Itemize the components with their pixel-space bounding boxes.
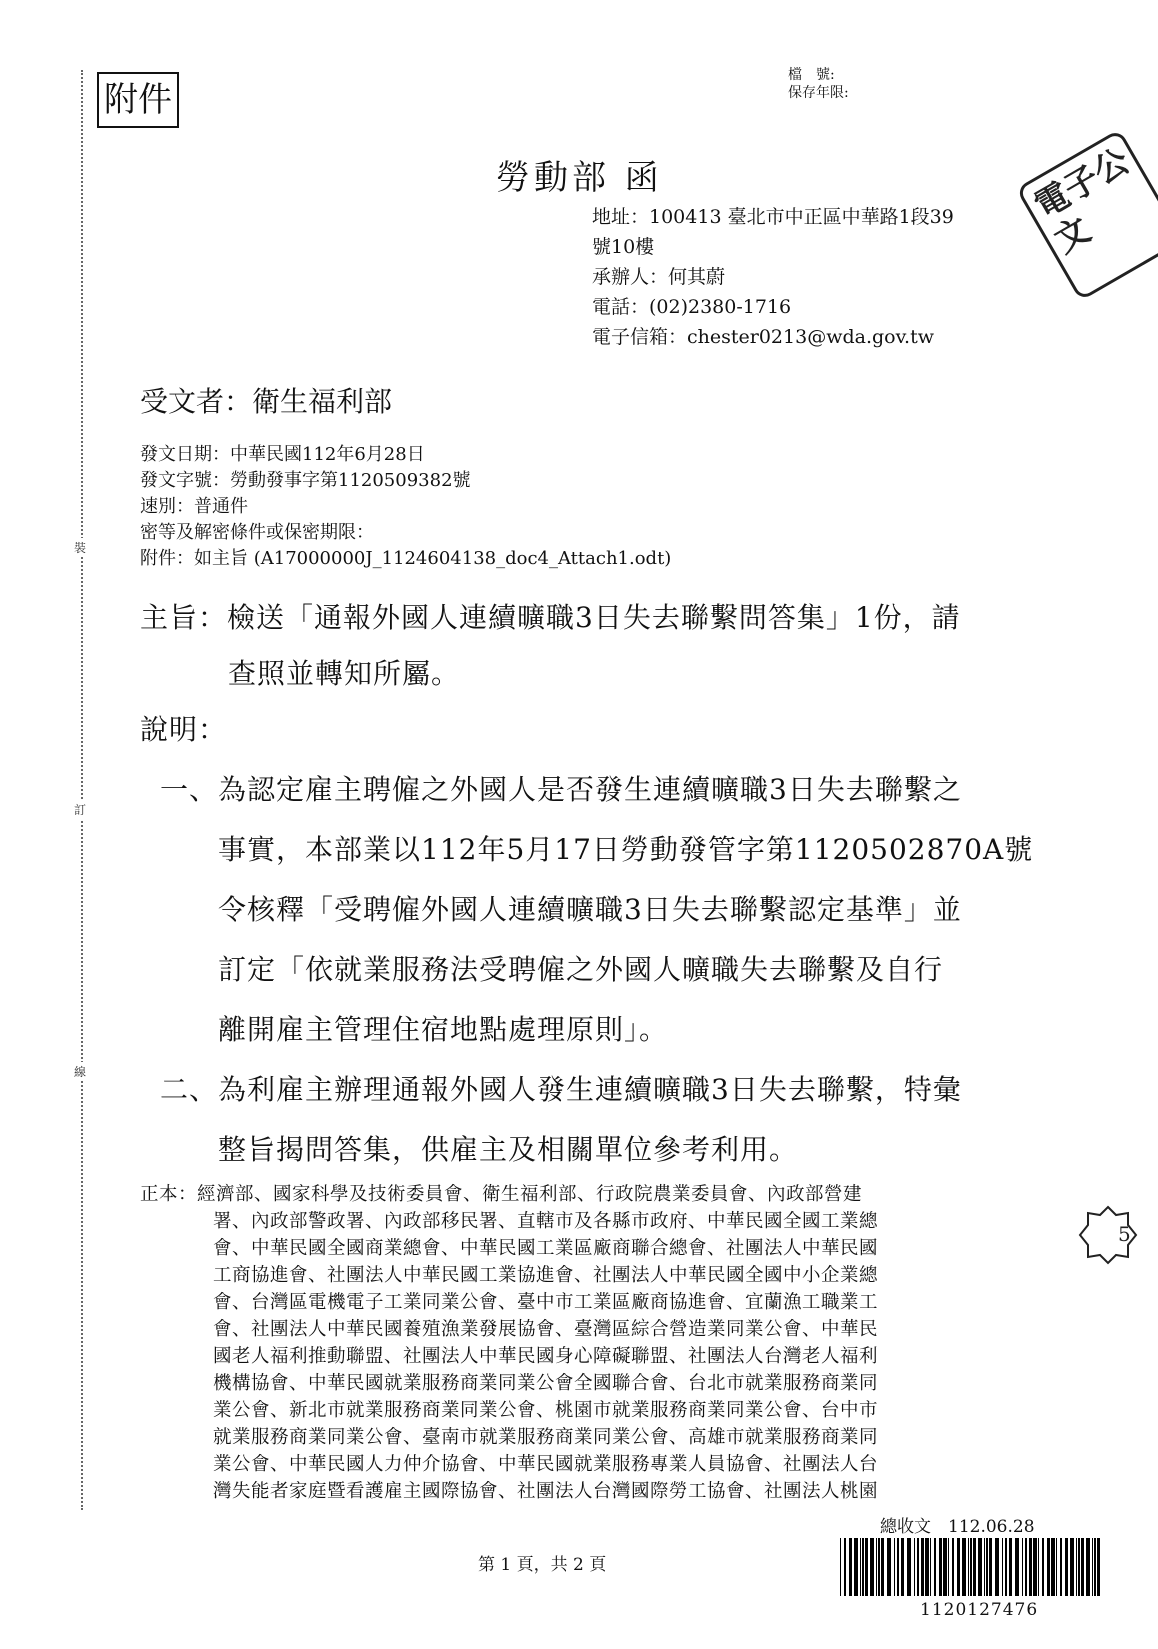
email: 電子信箱：chester0213@wda.gov.tw xyxy=(592,326,935,348)
file-meta xyxy=(788,66,849,102)
phone: 電話：(02)2380-1716 xyxy=(592,296,792,318)
barcode-bar xyxy=(860,1538,861,1596)
barcode-bar xyxy=(952,1538,954,1596)
barcode-bar xyxy=(970,1538,972,1596)
barcode-bar xyxy=(1009,1538,1012,1596)
cc-line-6: 會、社團法人中華民國養殖漁業發展協會、臺灣區綜合營造業同業公會、中華民 xyxy=(213,1319,879,1340)
barcode-bar xyxy=(943,1538,947,1596)
barcode-bar xyxy=(1002,1538,1003,1596)
barcode-bar xyxy=(962,1538,966,1596)
cc-line-9: 業公會、新北市就業服務商業同業公會、桃園市就業服務商業同業公會、台中市 xyxy=(213,1400,879,1421)
barcode-bar xyxy=(1038,1538,1039,1596)
barcode-bar xyxy=(1092,1538,1093,1596)
barcode-bar xyxy=(925,1538,929,1596)
barcode-bar xyxy=(1070,1538,1074,1596)
barcode xyxy=(840,1538,1102,1596)
barcode-bar xyxy=(1094,1538,1096,1596)
cc-line-11: 業公會、中華民國人力仲介協會、中華民國就業服務專業人員協會、社團法人台 xyxy=(213,1454,879,1475)
address-line-2: 號10樓 xyxy=(592,236,655,258)
item-2-line-2: 整旨揭問答集，供雇主及相關單位參考利用。 xyxy=(218,1133,799,1166)
item-1-line-1: 一、為認定雇主聘僱之外國人是否發生連續曠職3日失去聯繫之 xyxy=(160,773,962,806)
address-line-1: 地址：100413 臺北市中正區中華路1段39 xyxy=(592,206,954,228)
barcode-bar xyxy=(948,1538,949,1596)
barcode-bar xyxy=(984,1538,985,1596)
binding-mark-zhuang: 裝 xyxy=(74,538,86,557)
cc-line-8: 機構協會、中華民國就業服務商業同業公會全國聯合會、台北市就業服務商業同 xyxy=(213,1373,879,1394)
barcode-bar xyxy=(1051,1538,1055,1596)
page-footer: 第 1 頁，共 2 頁 xyxy=(478,1555,607,1575)
barcode-bar xyxy=(995,1538,999,1596)
item-1-line-3: 令核釋「受聘僱外國人連續曠職3日失去聯繫認定基準」並 xyxy=(218,893,962,926)
item-1-line-5: 離開雇主管理住宿地點處理原則」。 xyxy=(218,1013,669,1046)
binding-line xyxy=(81,70,87,1510)
reference-number: 發文字號：勞動發事字第1120509382號 xyxy=(140,470,471,491)
cc-line-3: 會、中華民國全國商業總會、中華民國工業區廠商聯合總會、社團法人中華民國 xyxy=(213,1238,879,1259)
recipient: 受文者：衛生福利部 xyxy=(140,385,393,418)
barcode-bar xyxy=(1022,1538,1023,1596)
electronic-document-stamp xyxy=(1016,129,1158,302)
item-1-line-2: 事實，本部業以112年5月17日勞動發管字第1120502870A號 xyxy=(218,833,1034,866)
barcode-bar xyxy=(844,1538,846,1596)
subject-line-2: 查照並轉知所屬。 xyxy=(228,657,461,690)
barcode-bar xyxy=(840,1538,841,1596)
barcode-bar xyxy=(901,1538,904,1596)
barcode-bar xyxy=(968,1538,969,1596)
barcode-bar xyxy=(887,1538,891,1596)
barcode-bar xyxy=(1015,1538,1019,1596)
cc-line-5: 會、台灣區電機電子工業同業公會、臺中市工業區廠商協進會、宜蘭漁工職業工 xyxy=(213,1292,879,1313)
page-seal-icon xyxy=(1078,1205,1138,1265)
barcode-bar xyxy=(1056,1538,1057,1596)
attachment-box: 附件 xyxy=(97,72,179,128)
barcode-bar xyxy=(1042,1538,1044,1596)
barcode-bar xyxy=(1029,1538,1032,1596)
barcode-bar xyxy=(1081,1538,1084,1596)
confidentiality: 密等及解密條件或保密期限： xyxy=(140,522,374,543)
cc-line-4: 工商協進會、社團法人中華民國工業協進會、社團法人中華民國全國中小企業總 xyxy=(213,1265,879,1286)
barcode-bar xyxy=(897,1538,899,1596)
barcode-bar xyxy=(1097,1538,1100,1596)
seal-number: 5 xyxy=(1118,1222,1131,1246)
cc-line-7: 國老人福利推動聯盟、社團法人中華民國身心障礙聯盟、社團法人台灣老人福利 xyxy=(213,1346,879,1367)
barcode-bar xyxy=(876,1538,877,1596)
binding-mark-xian: 線 xyxy=(74,1062,86,1081)
barcode-bar xyxy=(1060,1538,1062,1596)
receipt-stamp: 總收文 112.06.28 xyxy=(880,1517,1035,1537)
barcode-bar xyxy=(870,1538,874,1596)
explanation-label: 說明： xyxy=(140,713,228,746)
attachment-line: 附件：如主旨 (A17000000J_1124604138_doc4_Attach1.odt) xyxy=(140,548,672,569)
barcode-bar xyxy=(881,1538,884,1596)
barcode-bar xyxy=(862,1538,864,1596)
barcode-bar xyxy=(957,1538,960,1596)
barcode-bar xyxy=(914,1538,915,1596)
barcode-bar xyxy=(1047,1538,1050,1596)
barcode-bar xyxy=(1078,1538,1080,1596)
barcode-bar xyxy=(917,1538,919,1596)
barcode-bar xyxy=(921,1538,924,1596)
barcode-bar xyxy=(865,1538,868,1596)
stamp-text: 電子公文 xyxy=(1027,141,1137,262)
binding-mark-ding: 訂 xyxy=(74,800,86,819)
document-title: 勞動部 函 xyxy=(496,158,663,198)
file-number-label: 檔 號: xyxy=(788,67,835,83)
barcode-bar xyxy=(939,1538,942,1596)
barcode-bar xyxy=(878,1538,880,1596)
barcode-bar xyxy=(849,1538,852,1596)
barcode-bar xyxy=(1025,1538,1027,1596)
barcode-bar xyxy=(854,1538,858,1596)
barcode-number: 1120127476 xyxy=(920,1600,1039,1620)
barcode-bar xyxy=(1033,1538,1037,1596)
barcode-bar xyxy=(894,1538,895,1596)
subject-line-1: 主旨：檢送「通報外國人連續曠職3日失去聯繫問答集」1份，請 xyxy=(140,601,961,634)
barcode-bar xyxy=(986,1538,988,1596)
barcode-bar xyxy=(1086,1538,1090,1596)
item-2-line-1: 二、為利雇主辦理通報外國人發生連續曠職3日失去聯繫，特彙 xyxy=(160,1073,962,1106)
speed: 速別：普通件 xyxy=(140,496,248,517)
cc-line-12: 灣失能者家庭暨看護雇主國際協會、社團法人台灣國際勞工協會、社團法人桃園 xyxy=(213,1481,879,1502)
item-1-line-4: 訂定「依就業服務法受聘僱之外國人曠職失去聯繫及自行 xyxy=(218,953,944,986)
barcode-bar xyxy=(978,1538,982,1596)
cc-line-2: 署、內政部警政署、內政部移民署、直轄市及各縣市政府、中華民國全國工業總 xyxy=(213,1211,879,1232)
barcode-bar xyxy=(934,1538,936,1596)
barcode-bar xyxy=(1076,1538,1077,1596)
barcode-bar xyxy=(1065,1538,1068,1596)
barcode-bar xyxy=(973,1538,976,1596)
barcode-bar xyxy=(907,1538,911,1596)
barcode-bar xyxy=(989,1538,992,1596)
barcode-bar xyxy=(1005,1538,1007,1596)
handler: 承辦人：何其蔚 xyxy=(592,266,726,288)
retention-label: 保存年限: xyxy=(788,85,849,101)
issue-date: 發文日期：中華民國112年6月28日 xyxy=(140,444,425,465)
cc-line-1: 正本：經濟部、國家科學及技術委員會、衛生福利部、行政院農業委員會、內政部營建 xyxy=(140,1184,863,1205)
barcode-bar xyxy=(930,1538,931,1596)
cc-line-10: 就業服務商業同業公會、臺南市就業服務商業同業公會、高雄市就業服務商業同 xyxy=(213,1427,879,1448)
